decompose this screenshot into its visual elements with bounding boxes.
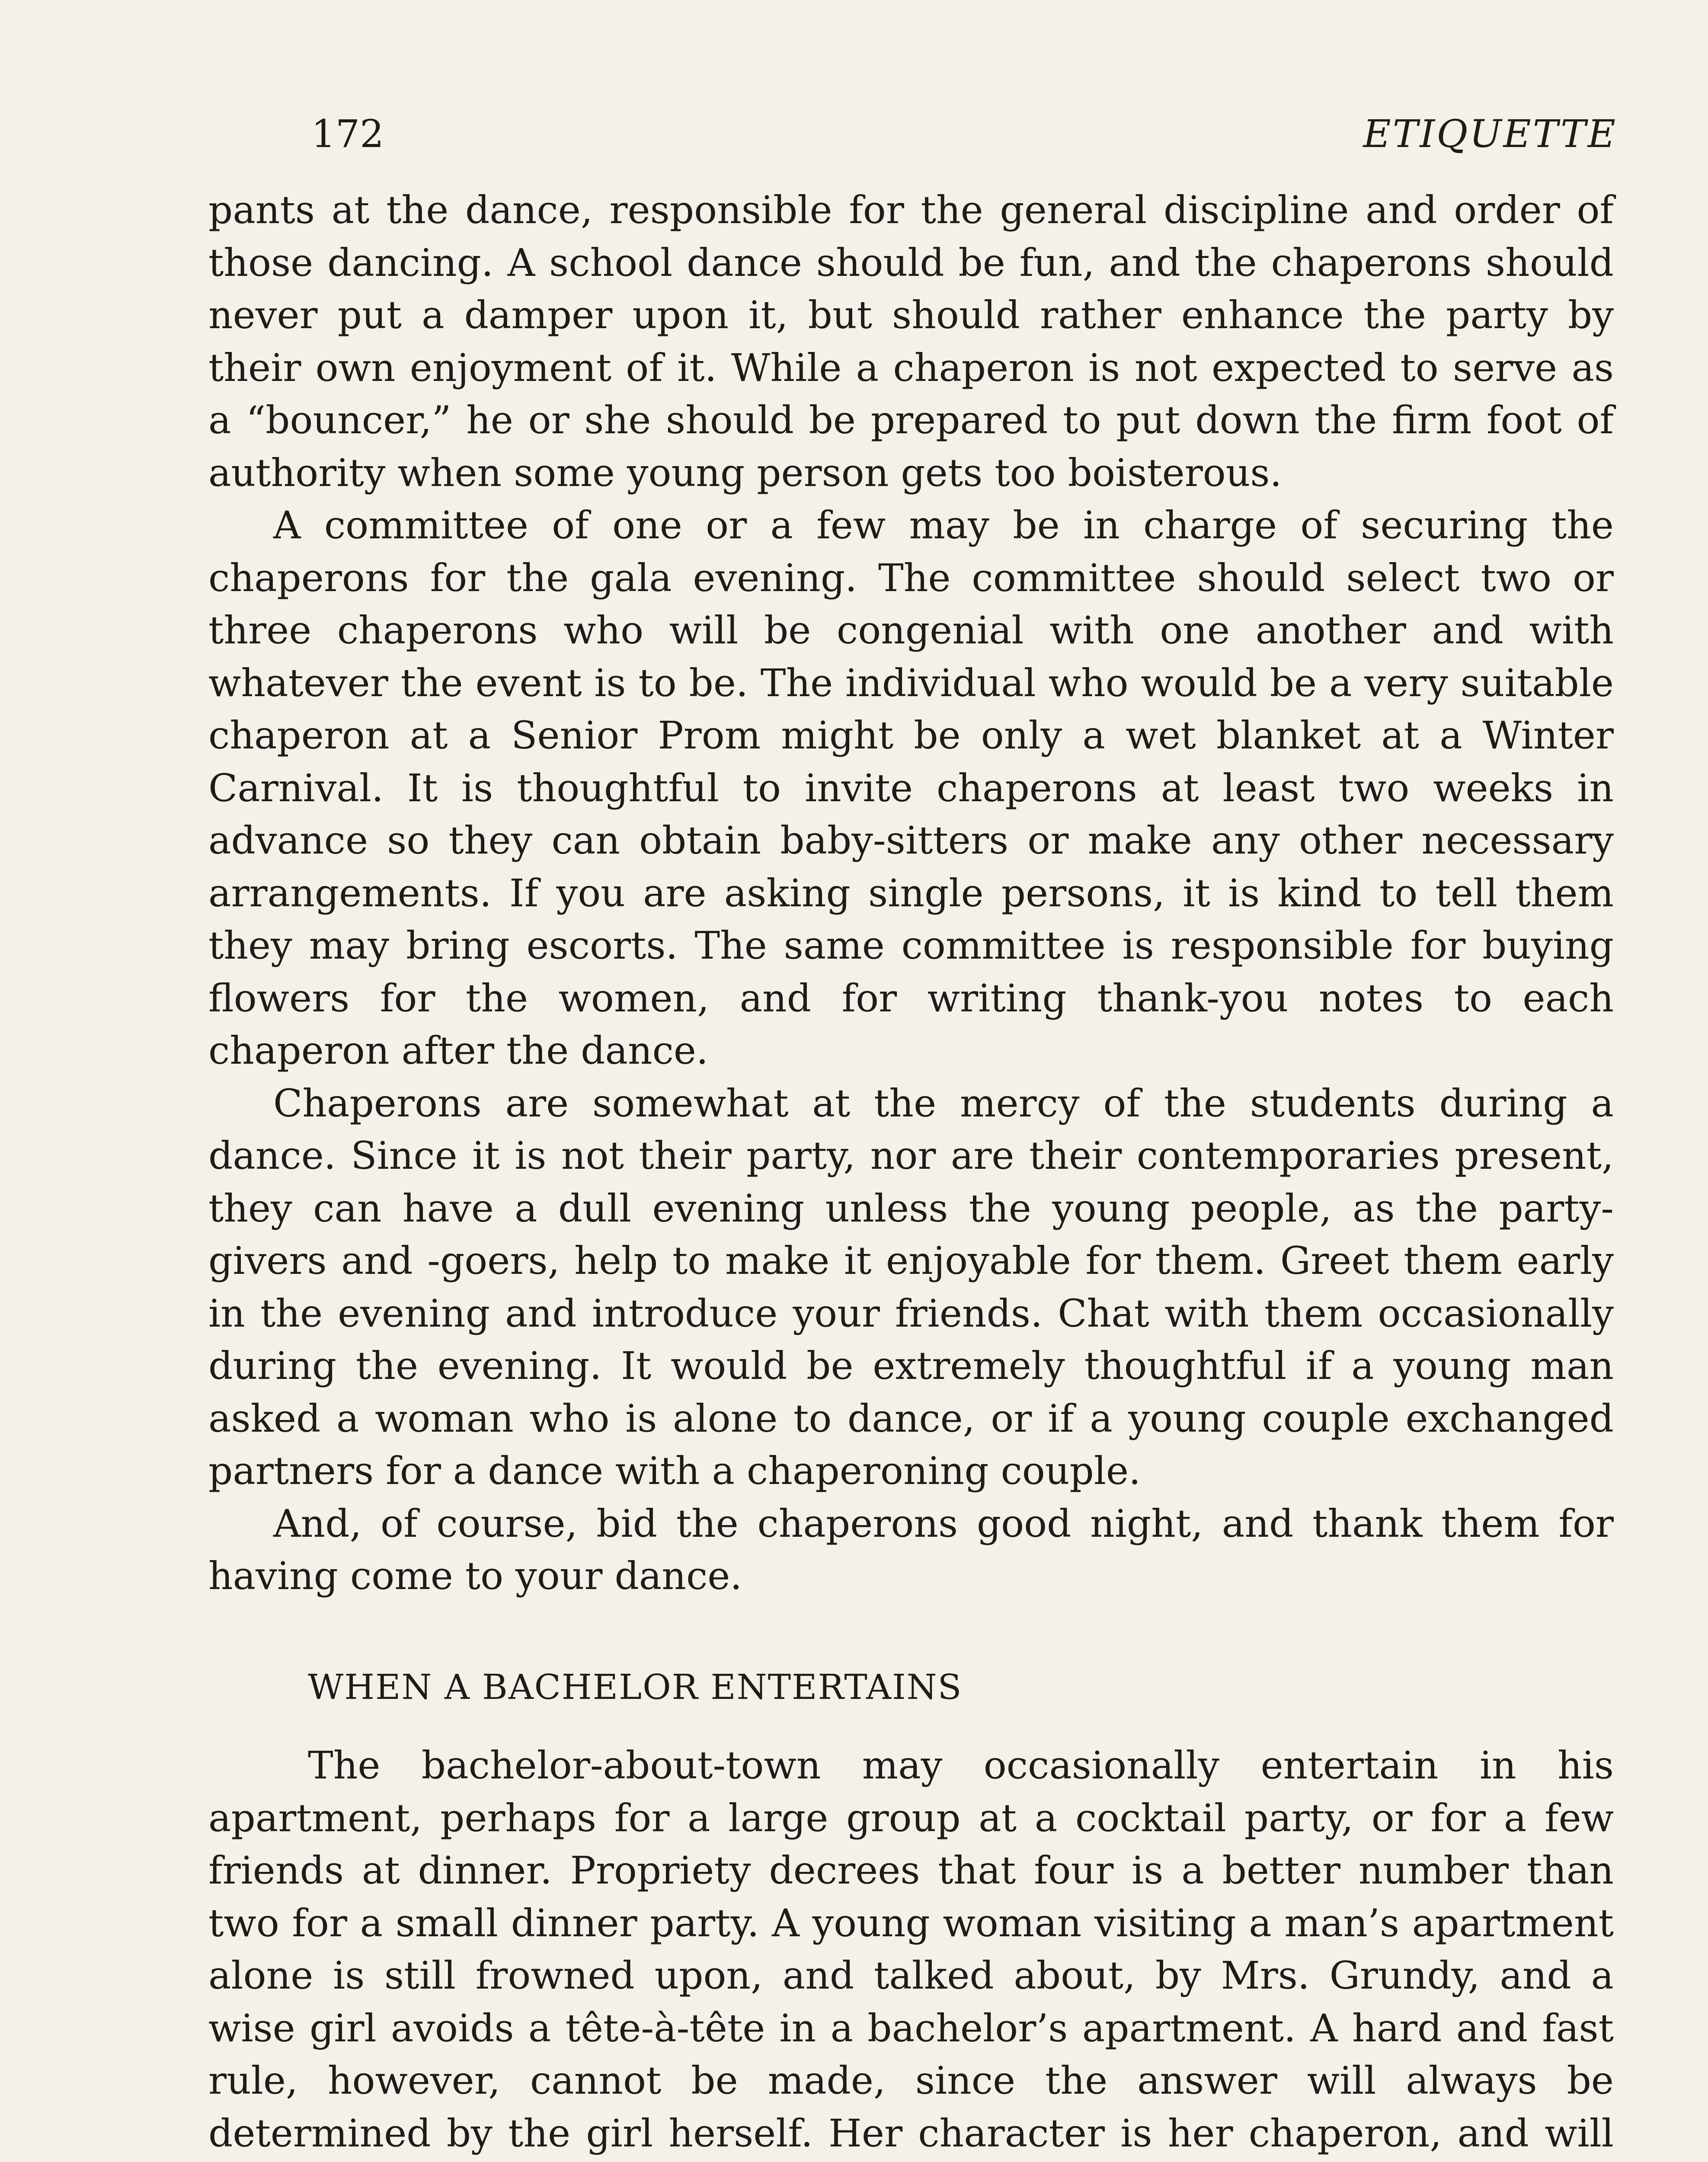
page-number: 172 <box>311 112 384 156</box>
body-paragraph: A committee of one or a few may be in charge of securing the chaperons for the gala evening. The committee should select two or three chaperons who will be congenial with one another and with whatever the event is to be. The individual who would be a very suitable chaperon at a Senior Prom might be only a wet blanket at a Winter Carnival. It is thoughtful to invite chaperons at least two weeks in advance so they can obtain baby-sitters or make any other necessary arrangements. If you are asking single persons, it is kind to tell them they may bring escorts. The same committee is responsible for buying flowers for the women, and for writing thank-you notes to each chaperon after the dance. <box>208 503 1614 1073</box>
body-paragraph: And, of course, bid the chaperons good night, and thank them for having come to your dance. <box>208 1501 1614 1598</box>
section-heading: WHEN A BACHELOR ENTERTAINS <box>308 1666 963 1707</box>
page-header <box>208 99 1617 169</box>
body-paragraph: The bachelor-about-town may occasionally entertain in his apartment, perhaps for a large group at a cocktail party, or for a few friends at dinner. Propriety decrees that four is a better number than two for a small dinner party. A young woman visiting a man’s apartment alone is still frowned upon, and talked about, by Mrs. Grundy, and a wise girl avoids a tête-à-tête in a bachelor’s apartment. A hard and fast rule, however, cannot be made, since the answer will always be determined by the girl herself. Her character is her chaperon, and will <box>208 1743 1614 2156</box>
page-body <box>208 184 1614 2162</box>
body-paragraph: Chaperons are somewhat at the mercy of the students during a dance. Since it is not their party, nor are their contemporaries present, they can have a dull evening unless the young people, as the party-givers and -goers, help to make it enjoyable for them. Greet them early in the evening and introduce your friends. Chat with them occasionally during the evening. It would be extremely thoughtful if a young man asked a woman who is alone to dance, or if a young couple exchanged partners for a dance with a chaperoning couple. <box>208 1081 1614 1493</box>
running-head: ETIQUETTE <box>1363 112 1617 156</box>
body-paragraph: pants at the dance, responsible for the general discipline and order of those dancing. A school dance should be fun, and the chaperons should never put a damper upon it, but should rather enhance the party by their own enjoyment of it. While a chaperon is not expected to serve as a “bouncer,” he or she should be prepared to put down the firm foot of authority when some young person gets too boisterous. <box>208 188 1614 495</box>
